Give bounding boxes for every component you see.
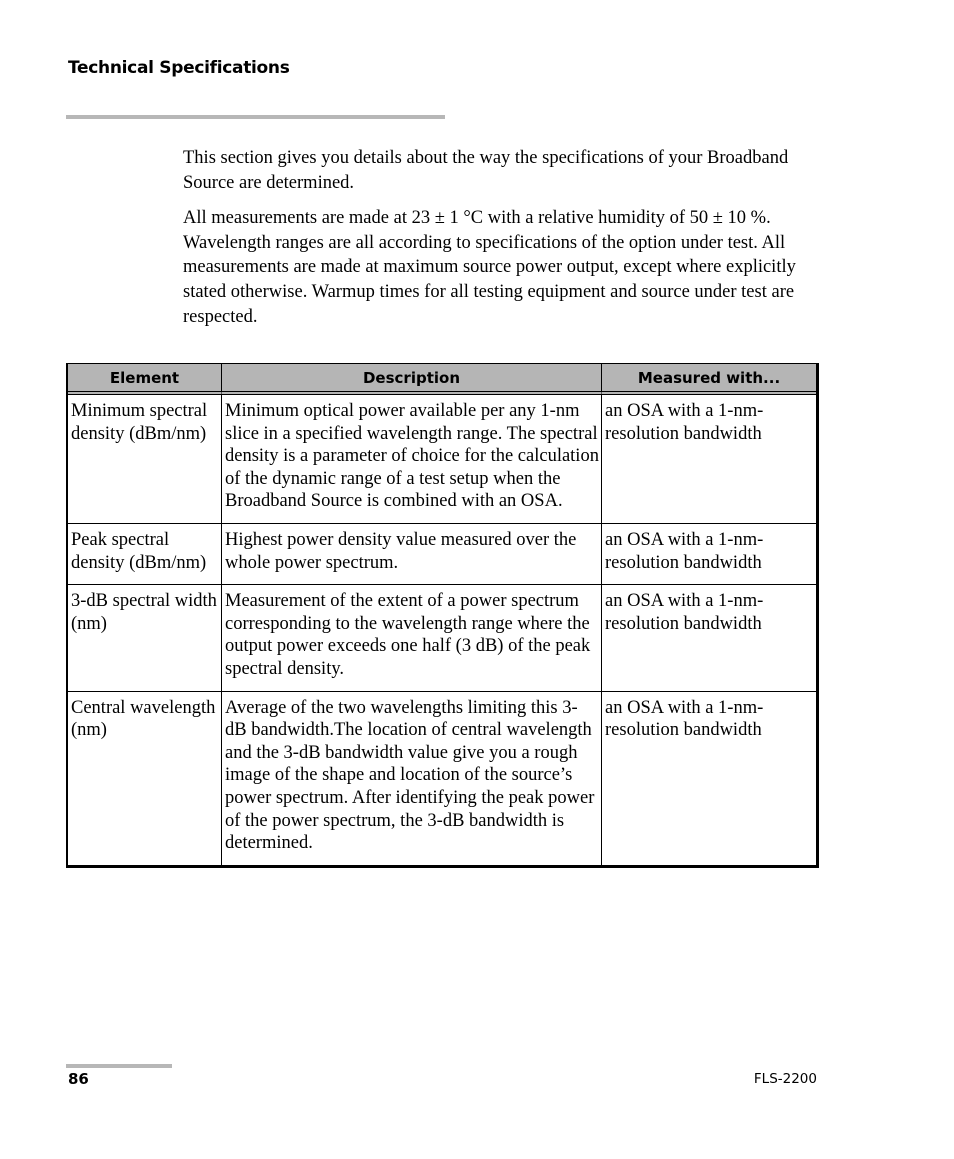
measured-with-cell: an OSA with a 1-nm-resolution bandwidth [602,585,816,691]
description-cell: Average of the two wavelengths limiting this 3-dB bandwidth.The location of central wavelength and the 3-dB bandwidth value give you a rough image of the shape and location of the source’s power spectrum. After identifying the peak power of the power spectrum, the 3-dB bandwidth is determined. [222,692,602,865]
column-header-element: Element [68,364,222,395]
element-cell: Peak spectral density (dBm/nm) [68,524,222,585]
page-number: 86 [68,1070,89,1088]
intro-paragraph: This section gives you details about the way the specifications of your Broadband Source are determined. [183,148,789,193]
intro-text [183,146,823,340]
table-row [68,524,816,585]
title-rule [66,115,445,119]
specifications-table [66,363,819,868]
description-cell: Measurement of the extent of a power spectrum corresponding to the wavelength range where the output power exceeds one half (3 dB) of the peak spectral density. [222,585,602,691]
measured-with-cell: an OSA with a 1-nm-resolution bandwidth [602,395,816,524]
measured-with-cell: an OSA with a 1-nm-resolution bandwidth [605,697,764,741]
table-header-row [68,364,816,395]
intro-paragraph: All measurements are made at 23 ± 1 °C with a relative humidity of 50 ± 10 %. Wavelength ranges are all according to specifications of the option under test. All measurements are made at maximum source power output, except where explicitly stated otherwise. Warmup times for all testing equipment and source under test are respected. [183,208,796,327]
column-header-measured-with: Measured with... [602,364,816,395]
table-row [68,692,816,865]
section-title: Technical Specifications [68,58,290,78]
footer-rule [66,1064,172,1068]
element-cell: Minimum spectral density (dBm/nm) [68,395,222,524]
column-header-description: Description [222,364,602,395]
table-row [68,395,816,524]
document-id: FLS-2200 [753,1071,817,1087]
description-cell: Minimum optical power available per any 1-nm slice in a specified wavelength range. The spectral density is a parameter of choice for the calculation of the dynamic range of a test setup when the Broadband Source is combined with an OSA. [222,395,602,524]
measured-with-cell: an OSA with a 1-nm-resolution bandwidth [602,524,816,585]
element-cell: 3-dB spectral width (nm) [68,585,222,691]
description-cell: Highest power density value measured over the whole power spectrum. [222,524,602,585]
element-cell: Central wavelength (nm) [68,692,222,865]
table-row [68,585,816,691]
